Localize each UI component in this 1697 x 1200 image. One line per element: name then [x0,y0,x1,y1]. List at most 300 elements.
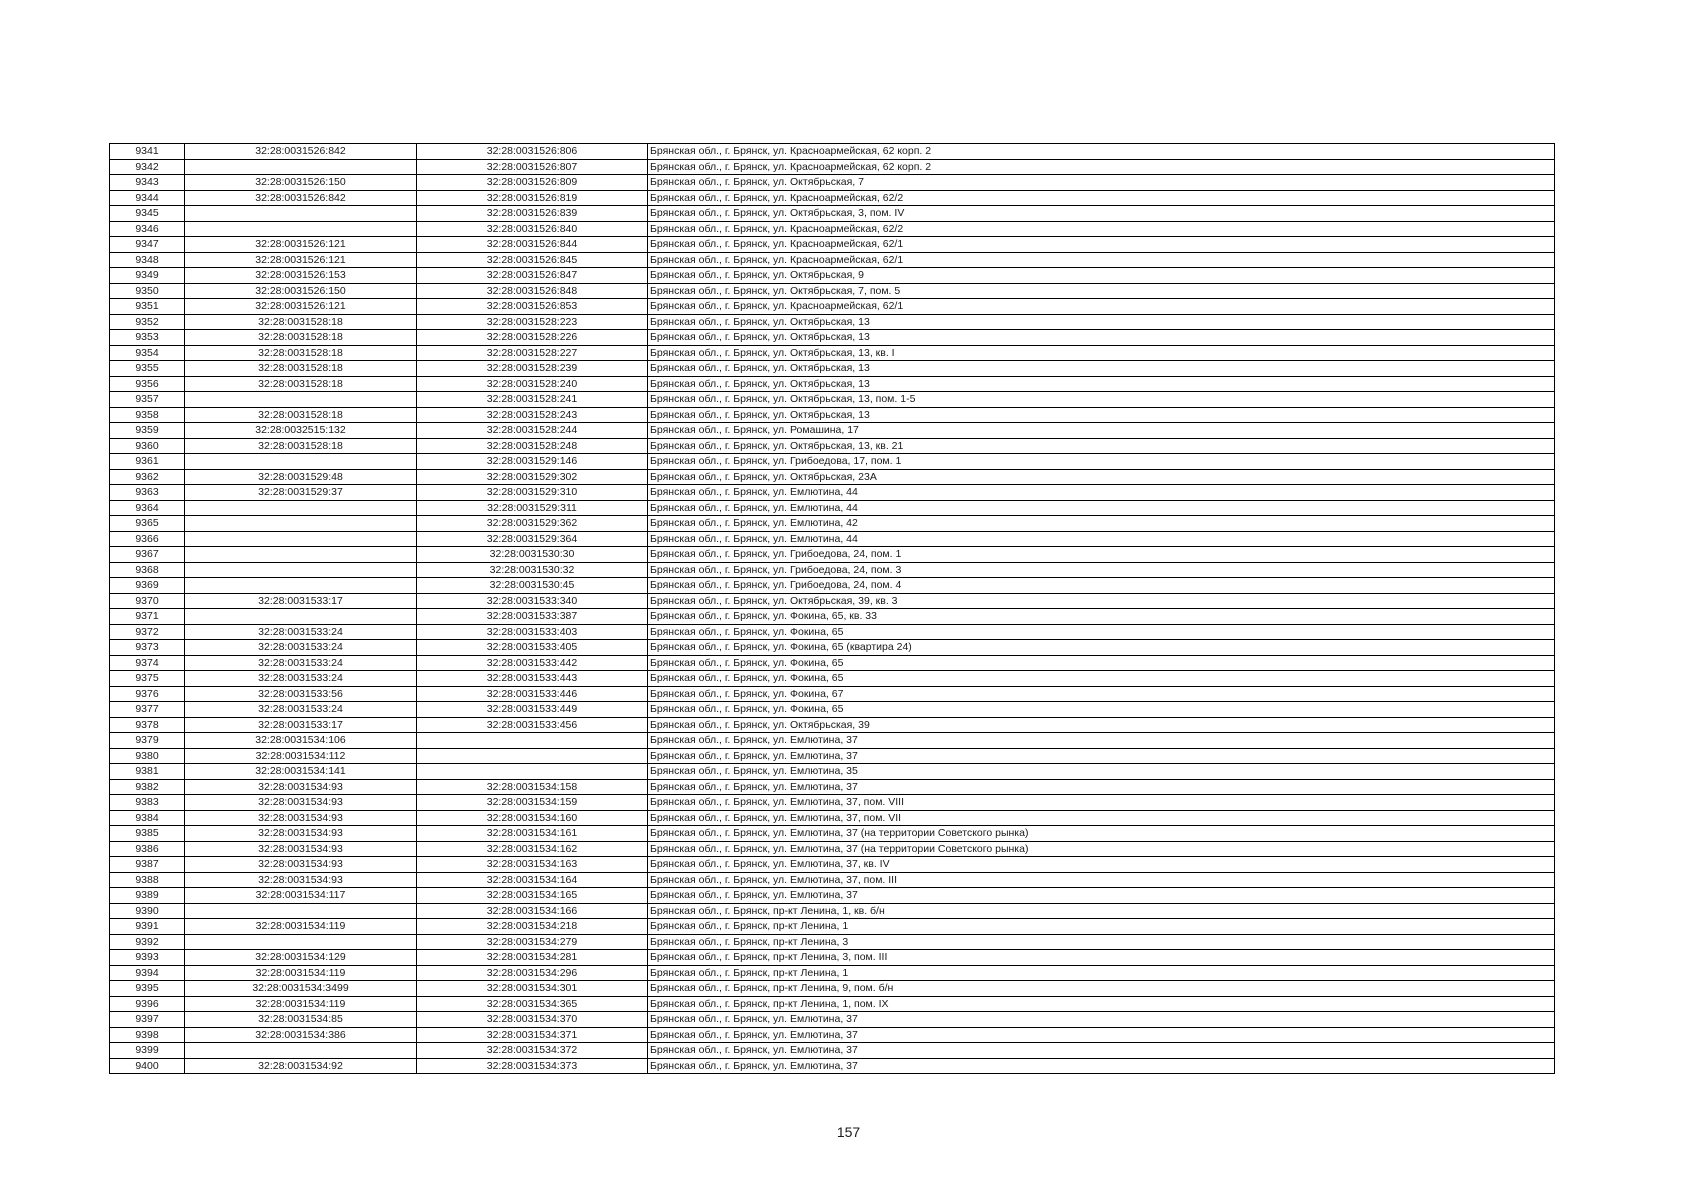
parent-parcel-cell: 32:28:0031528:18 [185,438,417,454]
parent-parcel-cell: 32:28:0031528:18 [185,407,417,423]
address-cell: Брянская обл., г. Брянск, ул. Емлютина, 44 [648,531,1555,547]
table-row [110,268,1555,284]
parent-parcel-cell [185,159,417,175]
row-number-cell: 9349 [110,268,185,284]
cadastral-number-cell: 32:28:0031529:362 [417,516,648,532]
cadastral-number-cell: 32:28:0031526:840 [417,221,648,237]
address-cell: Брянская обл., г. Брянск, ул. Фокина, 65 (квартира 24) [648,640,1555,656]
cadastral-number-cell [417,764,648,780]
address-cell: Брянская обл., г. Брянск, ул. Фокина, 65 [648,671,1555,687]
cadastral-number-cell: 32:28:0031534:166 [417,903,648,919]
cadastral-number-cell: 32:28:0031534:159 [417,795,648,811]
table-body [110,144,1555,1074]
cadastral-number-cell: 32:28:0031534:279 [417,934,648,950]
row-number-cell: 9385 [110,826,185,842]
parent-parcel-cell: 32:28:0031534:119 [185,965,417,981]
row-number-cell: 9377 [110,702,185,718]
row-number-cell: 9345 [110,206,185,222]
row-number-cell: 9370 [110,593,185,609]
parent-parcel-cell: 32:28:0031534:93 [185,872,417,888]
cadastral-number-cell: 32:28:0031529:364 [417,531,648,547]
row-number-cell: 9364 [110,500,185,516]
cadastral-number-cell: 32:28:0031529:146 [417,454,648,470]
parent-parcel-cell: 32:28:0031534:112 [185,748,417,764]
cadastral-number-cell: 32:28:0031534:281 [417,950,648,966]
parent-parcel-cell: 32:28:0031534:141 [185,764,417,780]
row-number-cell: 9356 [110,376,185,392]
address-cell: Брянская обл., г. Брянск, ул. Красноармейская, 62/1 [648,237,1555,253]
address-cell: Брянская обл., г. Брянск, ул. Ромашина, 17 [648,423,1555,439]
row-number-cell: 9341 [110,144,185,160]
parent-parcel-cell: 32:28:0031528:18 [185,361,417,377]
cadastral-number-cell: 32:28:0031533:403 [417,624,648,640]
table-row [110,810,1555,826]
address-cell: Брянская обл., г. Брянск, ул. Емлютина, 37 (на территории Советского рынка) [648,826,1555,842]
address-cell: Брянская обл., г. Брянск, ул. Октябрьская, 13 [648,361,1555,377]
address-cell: Брянская обл., г. Брянск, пр-кт Ленина, 1 [648,965,1555,981]
parent-parcel-cell: 32:28:0031533:56 [185,686,417,702]
row-number-cell: 9359 [110,423,185,439]
cadastral-number-cell: 32:28:0031528:240 [417,376,648,392]
address-cell: Брянская обл., г. Брянск, ул. Емлютина, 44 [648,500,1555,516]
address-cell: Брянская обл., г. Брянск, ул. Емлютина, 37, пом. VIII [648,795,1555,811]
table-row [110,159,1555,175]
parent-parcel-cell [185,500,417,516]
table-row [110,826,1555,842]
table-row [110,671,1555,687]
row-number-cell: 9366 [110,531,185,547]
parent-parcel-cell: 32:28:0031534:93 [185,841,417,857]
row-number-cell: 9383 [110,795,185,811]
parent-parcel-cell [185,609,417,625]
table-row [110,841,1555,857]
address-cell: Брянская обл., г. Брянск, ул. Емлютина, 37 [648,1027,1555,1043]
parent-parcel-cell: 32:28:0031528:18 [185,345,417,361]
address-cell: Брянская обл., г. Брянск, ул. Октябрьская, 13, кв. 21 [648,438,1555,454]
table-row [110,376,1555,392]
parent-parcel-cell: 32:28:0031528:18 [185,376,417,392]
address-cell: Брянская обл., г. Брянск, ул. Октябрьская, 13, пом. 1-5 [648,392,1555,408]
table-row [110,531,1555,547]
parent-parcel-cell: 32:28:0031533:24 [185,655,417,671]
row-number-cell: 9342 [110,159,185,175]
cadastral-number-cell: 32:28:0031530:30 [417,547,648,563]
address-cell: Брянская обл., г. Брянск, ул. Октябрьская, 7, пом. 5 [648,283,1555,299]
cadastral-number-cell: 32:28:0031526:839 [417,206,648,222]
address-cell: Брянская обл., г. Брянск, ул. Грибоедова, 24, пом. 3 [648,562,1555,578]
table-row [110,655,1555,671]
parent-parcel-cell: 32:28:0031529:37 [185,485,417,501]
address-cell: Брянская обл., г. Брянск, ул. Фокина, 65 [648,655,1555,671]
table-row [110,748,1555,764]
row-number-cell: 9388 [110,872,185,888]
table-row [110,454,1555,470]
parent-parcel-cell: 32:28:0032515:132 [185,423,417,439]
table-row [110,221,1555,237]
table-row [110,314,1555,330]
parent-parcel-cell: 32:28:0031526:842 [185,144,417,160]
row-number-cell: 9390 [110,903,185,919]
table-row [110,609,1555,625]
address-cell: Брянская обл., г. Брянск, ул. Красноармейская, 62/1 [648,252,1555,268]
table-row [110,640,1555,656]
table-row [110,190,1555,206]
parent-parcel-cell: 32:28:0031533:24 [185,624,417,640]
table-row [110,500,1555,516]
parent-parcel-cell: 32:28:0031534:93 [185,779,417,795]
parent-parcel-cell [185,531,417,547]
parent-parcel-cell [185,392,417,408]
address-cell: Брянская обл., г. Брянск, ул. Красноармейская, 62 корп. 2 [648,144,1555,160]
cadastral-number-cell: 32:28:0031528:223 [417,314,648,330]
row-number-cell: 9355 [110,361,185,377]
address-cell: Брянская обл., г. Брянск, ул. Грибоедова, 24, пом. 1 [648,547,1555,563]
row-number-cell: 9400 [110,1058,185,1074]
address-cell: Брянская обл., г. Брянск, ул. Емлютина, 37, кв. IV [648,857,1555,873]
cadastral-number-cell: 32:28:0031534:301 [417,981,648,997]
address-cell: Брянская обл., г. Брянск, ул. Емлютина, 35 [648,764,1555,780]
address-cell: Брянская обл., г. Брянск, ул. Емлютина, 37, пом. VII [648,810,1555,826]
row-number-cell: 9358 [110,407,185,423]
parent-parcel-cell: 32:28:0031534:85 [185,1012,417,1028]
address-cell: Брянская обл., г. Брянск, ул. Фокина, 65, кв. 33 [648,609,1555,625]
row-number-cell: 9373 [110,640,185,656]
page-number: 157 [836,1124,861,1140]
cadastral-number-cell: 32:28:0031534:365 [417,996,648,1012]
address-cell: Брянская обл., г. Брянск, ул. Фокина, 65 [648,702,1555,718]
row-number-cell: 9387 [110,857,185,873]
cadastral-number-cell: 32:28:0031534:165 [417,888,648,904]
parent-parcel-cell: 32:28:0031526:121 [185,299,417,315]
cadastral-number-cell: 32:28:0031526:809 [417,175,648,191]
parent-parcel-cell: 32:28:0031528:18 [185,330,417,346]
address-cell: Брянская обл., г. Брянск, ул. Емлютина, 37 [648,779,1555,795]
address-cell: Брянская обл., г. Брянск, ул. Октябрьская, 13 [648,376,1555,392]
parent-parcel-cell: 32:28:0031534:93 [185,857,417,873]
cadastral-number-cell: 32:28:0031534:161 [417,826,648,842]
parent-parcel-cell: 32:28:0031533:24 [185,671,417,687]
cadastral-number-cell: 32:28:0031528:248 [417,438,648,454]
row-number-cell: 9348 [110,252,185,268]
row-number-cell: 9344 [110,190,185,206]
row-number-cell: 9392 [110,934,185,950]
row-number-cell: 9367 [110,547,185,563]
cadastral-number-cell: 32:28:0031526:847 [417,268,648,284]
parent-parcel-cell [185,934,417,950]
cadastral-number-cell: 32:28:0031529:311 [417,500,648,516]
parent-parcel-cell: 32:28:0031534:93 [185,795,417,811]
table-row [110,903,1555,919]
table-row [110,717,1555,733]
address-cell: Брянская обл., г. Брянск, ул. Октябрьская, 23А [648,469,1555,485]
cadastral-number-cell: 32:28:0031529:302 [417,469,648,485]
table-row [110,733,1555,749]
row-number-cell: 9350 [110,283,185,299]
address-cell: Брянская обл., г. Брянск, пр-кт Ленина, 1 [648,919,1555,935]
row-number-cell: 9343 [110,175,185,191]
row-number-cell: 9347 [110,237,185,253]
address-cell: Брянская обл., г. Брянск, ул. Красноармейская, 62/1 [648,299,1555,315]
table-row [110,144,1555,160]
row-number-cell: 9352 [110,314,185,330]
row-number-cell: 9362 [110,469,185,485]
table-row [110,361,1555,377]
table-row [110,407,1555,423]
table-row [110,438,1555,454]
table-row [110,252,1555,268]
cadastral-number-cell: 32:28:0031534:163 [417,857,648,873]
parent-parcel-cell [185,516,417,532]
address-cell: Брянская обл., г. Брянск, ул. Емлютина, 37 [648,1058,1555,1074]
cadastral-number-cell: 32:28:0031534:162 [417,841,648,857]
cadastral-number-cell: 32:28:0031534:164 [417,872,648,888]
row-number-cell: 9384 [110,810,185,826]
address-cell: Брянская обл., г. Брянск, ул. Октябрьская, 7 [648,175,1555,191]
table-row [110,578,1555,594]
table-row [110,1012,1555,1028]
cadastral-number-cell: 32:28:0031533:340 [417,593,648,609]
address-cell: Брянская обл., г. Брянск, пр-кт Ленина, 9, пом. б/н [648,981,1555,997]
parent-parcel-cell: 32:28:0031534:119 [185,919,417,935]
table-row [110,562,1555,578]
row-number-cell: 9361 [110,454,185,470]
address-cell: Брянская обл., г. Брянск, ул. Емлютина, 37 [648,748,1555,764]
row-number-cell: 9394 [110,965,185,981]
cadastral-number-cell: 32:28:0031534:296 [417,965,648,981]
table-row [110,996,1555,1012]
row-number-cell: 9351 [110,299,185,315]
row-number-cell: 9395 [110,981,185,997]
row-number-cell: 9399 [110,1043,185,1059]
row-number-cell: 9360 [110,438,185,454]
table-row [110,950,1555,966]
row-number-cell: 9357 [110,392,185,408]
cadastral-number-cell: 32:28:0031526:806 [417,144,648,160]
table-row [110,1058,1555,1074]
address-cell: Брянская обл., г. Брянск, ул. Фокина, 65 [648,624,1555,640]
row-number-cell: 9380 [110,748,185,764]
table-row [110,981,1555,997]
table-row [110,686,1555,702]
cadastral-number-cell: 32:28:0031526:845 [417,252,648,268]
parent-parcel-cell: 32:28:0031526:842 [185,190,417,206]
row-number-cell: 9382 [110,779,185,795]
table-row [110,1027,1555,1043]
parent-parcel-cell: 32:28:0031528:18 [185,314,417,330]
row-number-cell: 9369 [110,578,185,594]
table-row [110,965,1555,981]
table-row [110,624,1555,640]
address-cell: Брянская обл., г. Брянск, ул. Емлютина, 42 [648,516,1555,532]
cadastral-number-cell: 32:28:0031526:853 [417,299,648,315]
parent-parcel-cell [185,206,417,222]
cadastral-number-cell: 32:28:0031528:244 [417,423,648,439]
address-cell: Брянская обл., г. Брянск, ул. Емлютина, 37 [648,888,1555,904]
parent-parcel-cell: 32:28:0031534:3499 [185,981,417,997]
cadastral-number-cell: 32:28:0031534:158 [417,779,648,795]
parent-parcel-cell [185,903,417,919]
cadastral-number-cell: 32:28:0031533:405 [417,640,648,656]
cadastral-number-cell: 32:28:0031526:807 [417,159,648,175]
table-row [110,779,1555,795]
row-number-cell: 9379 [110,733,185,749]
cadastral-number-cell: 32:28:0031529:310 [417,485,648,501]
cadastral-number-cell: 32:28:0031534:160 [417,810,648,826]
address-cell: Брянская обл., г. Брянск, ул. Октябрьская, 13 [648,330,1555,346]
parent-parcel-cell: 32:28:0031526:121 [185,252,417,268]
row-number-cell: 9391 [110,919,185,935]
address-cell: Брянская обл., г. Брянск, пр-кт Ленина, 3 [648,934,1555,950]
table-row [110,888,1555,904]
row-number-cell: 9371 [110,609,185,625]
row-number-cell: 9363 [110,485,185,501]
address-cell: Брянская обл., г. Брянск, ул. Грибоедова, 17, пом. 1 [648,454,1555,470]
row-number-cell: 9374 [110,655,185,671]
parent-parcel-cell: 32:28:0031526:150 [185,283,417,299]
address-cell: Брянская обл., г. Брянск, ул. Красноармейская, 62/2 [648,190,1555,206]
table-row [110,469,1555,485]
parent-parcel-cell: 32:28:0031533:24 [185,702,417,718]
cadastral-number-cell: 32:28:0031533:443 [417,671,648,687]
address-cell: Брянская обл., г. Брянск, ул. Октябрьская, 9 [648,268,1555,284]
address-cell: Брянская обл., г. Брянск, пр-кт Ленина, 1, пом. IX [648,996,1555,1012]
table-row [110,485,1555,501]
cadastral-number-cell: 32:28:0031528:241 [417,392,648,408]
row-number-cell: 9346 [110,221,185,237]
cadastral-number-cell: 32:28:0031533:442 [417,655,648,671]
parent-parcel-cell [185,547,417,563]
row-number-cell: 9396 [110,996,185,1012]
row-number-cell: 9372 [110,624,185,640]
cadastral-number-cell: 32:28:0031528:239 [417,361,648,377]
row-number-cell: 9368 [110,562,185,578]
address-cell: Брянская обл., г. Брянск, ул. Красноармейская, 62 корп. 2 [648,159,1555,175]
row-number-cell: 9397 [110,1012,185,1028]
address-cell: Брянская обл., г. Брянск, ул. Емлютина, 37 [648,733,1555,749]
row-number-cell: 9354 [110,345,185,361]
cadastral-number-cell: 32:28:0031528:243 [417,407,648,423]
cadastral-number-cell: 32:28:0031534:370 [417,1012,648,1028]
table-row [110,919,1555,935]
cadastral-number-cell: 32:28:0031526:848 [417,283,648,299]
cadastral-number-cell: 32:28:0031534:371 [417,1027,648,1043]
row-number-cell: 9381 [110,764,185,780]
address-cell: Брянская обл., г. Брянск, ул. Емлютина, 37, пом. III [648,872,1555,888]
parent-parcel-cell [185,454,417,470]
parent-parcel-cell: 32:28:0031533:24 [185,640,417,656]
cadastral-number-cell: 32:28:0031533:449 [417,702,648,718]
table-row [110,547,1555,563]
row-number-cell: 9393 [110,950,185,966]
table-row [110,206,1555,222]
row-number-cell: 9378 [110,717,185,733]
cadastral-number-cell: 32:28:0031533:387 [417,609,648,625]
parent-parcel-cell [185,221,417,237]
address-cell: Брянская обл., г. Брянск, пр-кт Ленина, 1, кв. б/н [648,903,1555,919]
parent-parcel-cell: 32:28:0031534:93 [185,826,417,842]
address-cell: Брянская обл., г. Брянск, ул. Октябрьская, 39 [648,717,1555,733]
parent-parcel-cell: 32:28:0031534:106 [185,733,417,749]
cadastral-number-cell [417,733,648,749]
parent-parcel-cell [185,562,417,578]
table-row [110,702,1555,718]
cadastral-number-cell: 32:28:0031533:446 [417,686,648,702]
row-number-cell: 9398 [110,1027,185,1043]
cadastral-number-cell: 32:28:0031534:372 [417,1043,648,1059]
row-number-cell: 9365 [110,516,185,532]
parent-parcel-cell [185,578,417,594]
parent-parcel-cell: 32:28:0031526:121 [185,237,417,253]
address-cell: Брянская обл., г. Брянск, ул. Октябрьская, 13 [648,314,1555,330]
cadastral-number-cell [417,748,648,764]
address-cell: Брянская обл., г. Брянск, ул. Емлютина, 37 [648,1012,1555,1028]
table-row [110,934,1555,950]
row-number-cell: 9386 [110,841,185,857]
address-cell: Брянская обл., г. Брянск, ул. Фокина, 67 [648,686,1555,702]
table-row [110,516,1555,532]
address-cell: Брянская обл., г. Брянск, ул. Октябрьская, 39, кв. 3 [648,593,1555,609]
table-row [110,872,1555,888]
address-cell: Брянская обл., г. Брянск, ул. Емлютина, 37 (на территории Советского рынка) [648,841,1555,857]
address-cell: Брянская обл., г. Брянск, ул. Емлютина, 44 [648,485,1555,501]
address-cell: Брянская обл., г. Брянск, ул. Октябрьская, 3, пом. IV [648,206,1555,222]
table-row [110,392,1555,408]
address-cell: Брянская обл., г. Брянск, пр-кт Ленина, 3, пом. III [648,950,1555,966]
cadastral-number-cell: 32:28:0031528:226 [417,330,648,346]
cadastral-number-cell: 32:28:0031526:844 [417,237,648,253]
cadastral-registry-table [109,143,1555,1074]
cadastral-number-cell: 32:28:0031530:45 [417,578,648,594]
address-cell: Брянская обл., г. Брянск, ул. Октябрьская, 13 [648,407,1555,423]
parent-parcel-cell: 32:28:0031533:17 [185,717,417,733]
cadastral-number-cell: 32:28:0031526:819 [417,190,648,206]
table-row [110,593,1555,609]
parent-parcel-cell: 32:28:0031533:17 [185,593,417,609]
document-page [109,143,1555,1074]
table-row [110,345,1555,361]
table-row [110,330,1555,346]
address-cell: Брянская обл., г. Брянск, ул. Октябрьская, 13, кв. I [648,345,1555,361]
cadastral-number-cell: 32:28:0031528:227 [417,345,648,361]
cadastral-number-cell: 32:28:0031534:373 [417,1058,648,1074]
parent-parcel-cell: 32:28:0031526:150 [185,175,417,191]
parent-parcel-cell: 32:28:0031529:48 [185,469,417,485]
parent-parcel-cell: 32:28:0031534:92 [185,1058,417,1074]
row-number-cell: 9376 [110,686,185,702]
parent-parcel-cell: 32:28:0031534:119 [185,996,417,1012]
row-number-cell: 9375 [110,671,185,687]
address-cell: Брянская обл., г. Брянск, ул. Емлютина, 37 [648,1043,1555,1059]
table-row [110,283,1555,299]
table-row [110,1043,1555,1059]
table-row [110,175,1555,191]
table-row [110,857,1555,873]
table-row [110,237,1555,253]
parent-parcel-cell: 32:28:0031534:93 [185,810,417,826]
row-number-cell: 9353 [110,330,185,346]
cadastral-number-cell: 32:28:0031533:456 [417,717,648,733]
cadastral-number-cell: 32:28:0031534:218 [417,919,648,935]
parent-parcel-cell [185,1043,417,1059]
table-row [110,299,1555,315]
row-number-cell: 9389 [110,888,185,904]
table-row [110,764,1555,780]
address-cell: Брянская обл., г. Брянск, ул. Грибоедова, 24, пом. 4 [648,578,1555,594]
cadastral-number-cell: 32:28:0031530:32 [417,562,648,578]
parent-parcel-cell: 32:28:0031534:117 [185,888,417,904]
parent-parcel-cell: 32:28:0031534:129 [185,950,417,966]
table-row [110,423,1555,439]
